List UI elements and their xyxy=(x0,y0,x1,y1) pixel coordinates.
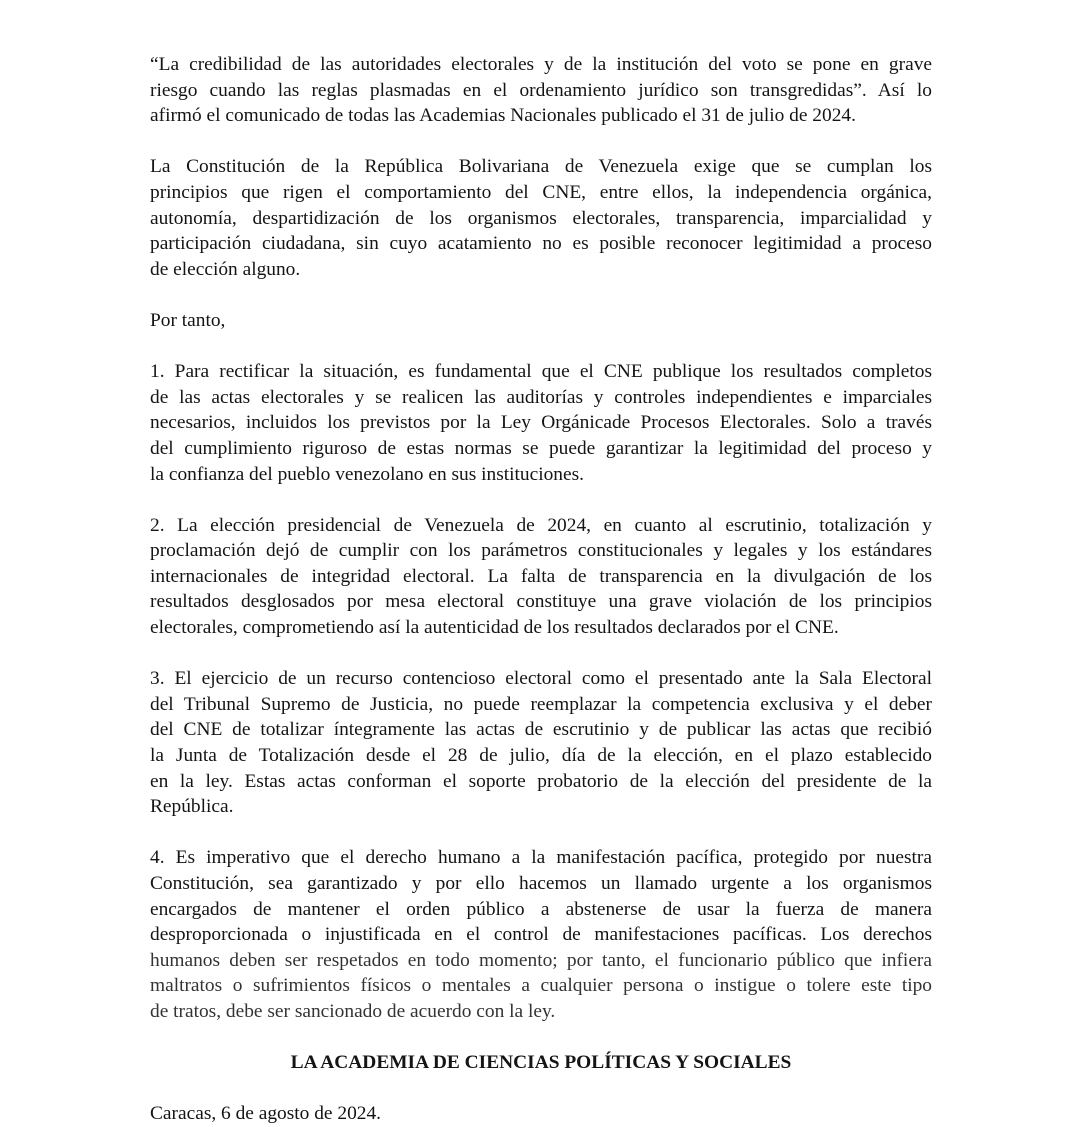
paragraph-point-1 xyxy=(150,359,932,487)
dateline: Caracas, 6 de agosto de 2024. xyxy=(150,1103,382,1125)
text-line: Constitución, sea garantizado y por ello hacemos un llamado urgente a los organismos xyxy=(150,873,932,894)
text-line: 3. El ejercicio de un recurso contencioso electoral como el presentado ante la Sala Electoral xyxy=(150,668,932,690)
signature-heading: LA ACADEMIA DE CIENCIAS POLÍTICAS Y SOCIALES xyxy=(290,1052,792,1074)
text-line: del Tribunal Supremo de Justicia, no puede reemplazar la competencia exclusiva y el deber xyxy=(150,693,932,715)
text-line: del cumplimiento riguroso de estas normas se puede garantizar la legitimidad del proceso y xyxy=(150,437,932,459)
text-line: afirmó el comunicado de todas las Academias Nacionales publicado el 31 de julio de 2024. xyxy=(150,105,856,127)
text-line: participación ciudadana, sin cuyo acatamiento no es posible reconocer legitimidad a proceso xyxy=(150,233,932,255)
text-line: República. xyxy=(150,796,234,818)
document-page xyxy=(150,52,932,1127)
text-line: principios que rigen el comportamiento del CNE, entre ellos, la independencia orgánica, xyxy=(150,181,932,203)
text-line: riesgo cuando las reglas plasmadas en el ordenamiento jurídico son transgredidas”. Así lo xyxy=(150,79,932,101)
paragraph-point-3 xyxy=(150,666,932,820)
text-line: la Junta de Totalización desde el 28 de julio, día de la elección, en el plazo establecido xyxy=(150,745,932,767)
paragraph-therefore xyxy=(150,308,932,334)
text-line: maltratos o sufrimientos físicos o mentales a cualquier persona o instigue o tolere este tipo xyxy=(150,975,932,997)
text-line: Por tanto, xyxy=(150,309,226,331)
paragraph-intro xyxy=(150,52,932,129)
text-line: de las actas electorales y se realicen las auditorías y controles independientes e imparciales xyxy=(150,386,932,408)
text-line: 2. La elección presidencial de Venezuela de 2024, en cuanto al escrutinio, totalización y xyxy=(150,514,932,536)
text-line: resultados desglosados por mesa electoral constituye una grave violación de los principios xyxy=(150,591,932,613)
text-line: del CNE de totalizar íntegramente las actas de escrutinio y de publicar las actas que recibió xyxy=(150,719,932,741)
text-line: proclamación dejó de cumplir con los parámetros constitucionales y legales y los estándares xyxy=(150,540,932,562)
paragraph-point-4 xyxy=(150,845,932,1024)
text-line: encargados de mantener el orden público a abstenerse de usar la fuerza de manera xyxy=(150,898,932,920)
text-line: humanos deben ser respetados en todo momento; por tanto, el funcionario público que infiera xyxy=(150,949,932,971)
text-line: autonomía, despartidización de los organismos electorales, transparencia, imparcialidad y xyxy=(150,207,932,229)
text-line: 4. Es imperativo que el derecho humano a la manifestación pacífica, protegido por nuestra xyxy=(150,847,932,869)
text-line: en la ley. Estas actas conforman el soporte probatorio de la elección del presidente de la xyxy=(150,770,932,792)
text-line: La Constitución de la República Bolivariana de Venezuela exige que se cumplan los xyxy=(150,156,932,178)
text-line: de elección alguno. xyxy=(150,258,301,280)
paragraph-point-2 xyxy=(150,513,932,641)
paragraph-constitution xyxy=(150,154,932,282)
text-line: 1. Para rectificar la situación, es fundamental que el CNE publique los resultados completos xyxy=(150,361,932,383)
text-line: electorales, comprometiendo así la autenticidad de los resultados declarados por el CNE. xyxy=(150,617,839,639)
text-line: desproporcionada o injustificada en el control de manifestaciones pacíficas. Los derechos xyxy=(150,924,932,946)
text-line: la confianza del pueblo venezolano en sus instituciones. xyxy=(150,463,584,485)
text-line: internacionales de integridad electoral. La falta de transparencia en la divulgación de los xyxy=(150,565,932,587)
text-line: “La credibilidad de las autoridades electorales y de la institución del voto se pone en grave xyxy=(150,54,932,75)
text-line: necesarios, incluidos los previstos por la Ley Orgánicade Procesos Electorales. Solo a través xyxy=(150,412,932,434)
text-line: de tratos, debe ser sancionado de acuerdo con la ley. xyxy=(150,1000,556,1022)
